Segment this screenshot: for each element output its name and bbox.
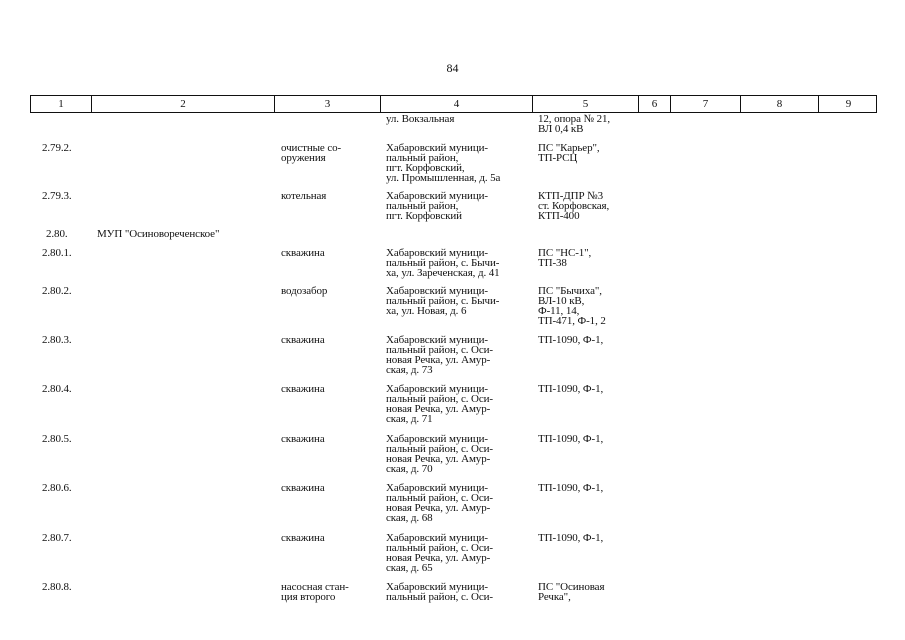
cell-number: 2.79.2. — [42, 142, 72, 154]
header-col-6: 6 — [639, 96, 671, 112]
cell-address: Хабаровский муници- пальный район, с. Бычи- ха, ул. Новая, д. 6 — [386, 285, 500, 317]
header-col-8: 8 — [741, 96, 819, 112]
cell-number: 2.80.3. — [42, 334, 72, 346]
cell-address: Хабаровский муници- пальный район, с. Оси- новая Речка, ул. Амур- ская, д. 65 — [386, 532, 493, 574]
cell-number: 2.80. — [46, 228, 68, 240]
cell-power-source: 12, опора № 21, ВЛ 0,4 кВ — [538, 113, 611, 135]
cell-power-source: ТП-1090, Ф-1, — [538, 482, 604, 494]
cell-object: скважина — [281, 334, 325, 346]
cell-number: 2.80.1. — [42, 247, 72, 259]
cell-number: 2.80.6. — [42, 482, 72, 494]
cell-power-source: ТП-1090, Ф-1, — [538, 532, 604, 544]
cell-object: скважина — [281, 383, 325, 395]
header-col-7: 7 — [671, 96, 741, 112]
cell-power-source: ПС "Карьер", ТП-РСЦ — [538, 142, 600, 164]
cell-address: Хабаровский муници- пальный район, с. Бычи- ха, ул. Зареченская, д. 41 — [386, 247, 500, 279]
cell-number: 2.80.2. — [42, 285, 72, 297]
cell-power-source: ПС "НС-1", ТП-38 — [538, 247, 592, 269]
cell-address: Хабаровский муници- пальный район, с. Оси- новая Речка, ул. Амур- ская, д. 73 — [386, 334, 493, 376]
cell-address: Хабаровский муници- пальный район, пгт. Корфовский, ул. Промышленная, д. 5а — [386, 142, 501, 184]
header-col-4: 4 — [381, 96, 533, 112]
cell-address: Хабаровский муници- пальный район, с. Оси- новая Речка, ул. Амур- ская, д. 70 — [386, 433, 493, 475]
cell-number: 2.80.7. — [42, 532, 72, 544]
cell-power-source: ТП-1090, Ф-1, — [538, 433, 604, 445]
cell-object: скважина — [281, 532, 325, 544]
cell-object: котельная — [281, 190, 327, 202]
cell-number: 2.80.8. — [42, 581, 72, 593]
cell-number: 2.79.3. — [42, 190, 72, 202]
header-col-9: 9 — [845, 98, 852, 110]
header-col-3: 3 — [275, 96, 381, 112]
cell-power-source: ТП-1090, Ф-1, — [538, 383, 604, 395]
cell-object: насосная стан- ция второго — [281, 581, 349, 603]
header-col-1: 1 — [31, 96, 92, 112]
cell-object: скважина — [281, 482, 325, 494]
cell-address: Хабаровский муници- пальный район, с. Оси- новая Речка, ул. Амур- ская, д. 71 — [386, 383, 493, 425]
cell-power-source: КТП-ДПР №3 ст. Корфовская, КТП-400 — [538, 190, 610, 222]
header-col-5: 5 — [533, 96, 639, 112]
cell-object: скважина — [281, 433, 325, 445]
header-col-2: 2 — [92, 96, 275, 112]
cell-power-source: ПС "Бычиха", ВЛ-10 кВ, Ф-11, 14, ТП-471, Ф-1, 2 — [538, 285, 606, 327]
cell-object: скважина — [281, 247, 325, 259]
cell-organization: МУП "Осиновореченское" — [97, 228, 220, 240]
cell-address: Хабаровский муници- пальный район, пгт. Корфовский — [386, 190, 488, 222]
cell-power-source: ПС "Осиновая Речка", — [538, 581, 605, 603]
page-number: 84 — [446, 61, 459, 75]
cell-address: Хабаровский муници- пальный район, с. Оси- — [386, 581, 493, 603]
cell-address: Хабаровский муници- пальный район, с. Оси- новая Речка, ул. Амур- ская, д. 68 — [386, 482, 493, 524]
cell-object: очистные со- оружения — [281, 142, 342, 164]
cell-address: ул. Вокзальная — [386, 113, 455, 125]
cell-number: 2.80.5. — [42, 433, 72, 445]
cell-power-source: ТП-1090, Ф-1, — [538, 334, 604, 346]
cell-number: 2.80.4. — [42, 383, 72, 395]
cell-object: водозабор — [281, 285, 328, 297]
